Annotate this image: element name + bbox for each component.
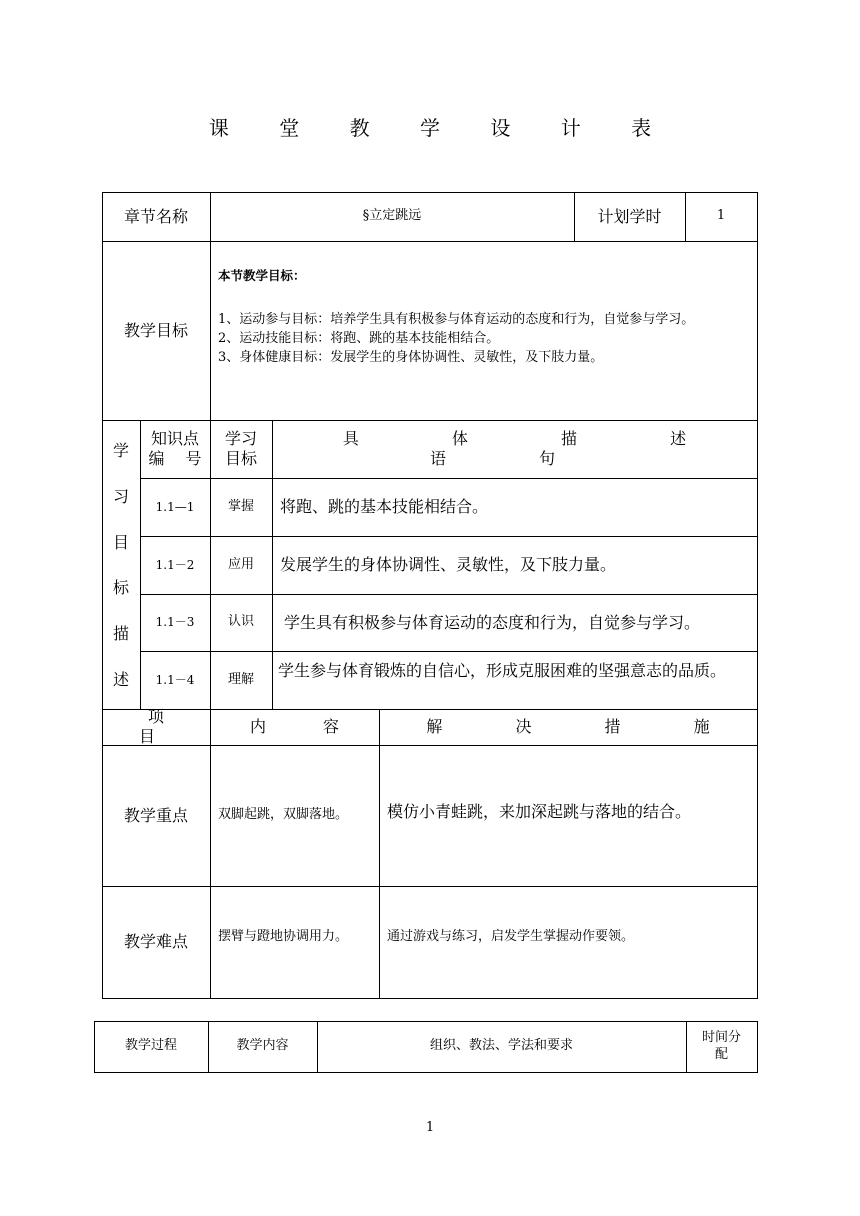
difficulty-label: 教学难点 [123, 932, 188, 951]
objective-description: 学生具有积极参与体育运动的态度和行为，自觉参与学习。 [284, 612, 701, 632]
objective-code: 1.1—1 [155, 499, 195, 514]
key-point-label: 教学重点 [123, 805, 188, 825]
goal-line: 1、运动参与目标：培养学生具有积极参与体育运动的态度和行为，自觉参与学习。 [218, 312, 695, 327]
goal-line: 2、运动技能目标：将跑、跳的基本技能相结合。 [218, 331, 500, 346]
time-allocation-header: 时间分 配 [701, 1030, 741, 1062]
objective-level: 理解 [227, 671, 254, 687]
planned-hours-value: 1 [716, 208, 726, 224]
side-char: 述 [112, 669, 129, 689]
goal-line: 3、身体健康目标：发展学生的身体协调性、灵敏性，及下肢力量。 [218, 350, 604, 365]
teaching-goals-content [218, 266, 758, 367]
method-header: 组织、教法、学法和要求 [429, 1038, 573, 1054]
objective-description: 学生参与体育锻炼的自信心，形成克服困难的坚强意志的品质。 [278, 661, 727, 680]
side-char: 目 [112, 532, 129, 552]
measures-header: 解 决 措 施 [426, 717, 744, 736]
objective-level: 掌握 [227, 498, 254, 514]
chapter-name-value: §立定跳远 [362, 208, 422, 224]
difficulty-content: 摆臂与蹬地协调用力。 [218, 928, 349, 944]
knowledge-code-header: 知识点 编 号 [148, 429, 210, 468]
learning-goal-header: 学习 目标 [224, 429, 257, 468]
teaching-content-header: 教学内容 [236, 1038, 289, 1054]
side-char: 习 [112, 486, 129, 506]
objective-level: 应用 [227, 556, 254, 572]
goals-heading: 本节教学目标： [218, 268, 306, 283]
key-point-measure: 模仿小青蛙跳，来加深起跳与落地的结合。 [387, 801, 692, 821]
side-char: 描 [112, 624, 129, 644]
chapter-name-label: 章节名称 [123, 206, 188, 226]
key-point-content: 双脚起跳，双脚落地。 [218, 807, 349, 823]
planned-hours-label: 计划学时 [597, 206, 662, 226]
objectives-side-label [102, 438, 140, 690]
objective-code: 1.1－4 [155, 672, 195, 687]
item-header: 项 目 [138, 707, 182, 746]
objective-description: 将跑、跳的基本技能相结合。 [280, 497, 489, 516]
process-header: 教学过程 [124, 1038, 177, 1054]
objective-level: 认识 [227, 614, 254, 630]
difficulty-measure: 通过游戏与练习，启发学生掌握动作要领。 [387, 928, 635, 944]
side-char: 学 [112, 441, 129, 460]
objective-code: 1.1－3 [155, 615, 195, 629]
description-header: 具 体 描 述 语 句 [342, 429, 731, 468]
page-number: 1 [425, 1120, 435, 1135]
objective-description: 发展学生的身体协调性、灵敏性，及下肢力量。 [280, 555, 617, 574]
page-title: 课 堂 教 学 设 计 表 [208, 116, 674, 140]
teaching-goals-label: 教学目标 [123, 320, 188, 340]
content-header: 内 容 [249, 717, 366, 736]
side-char: 标 [112, 578, 129, 598]
objective-code: 1.1－2 [155, 557, 195, 572]
